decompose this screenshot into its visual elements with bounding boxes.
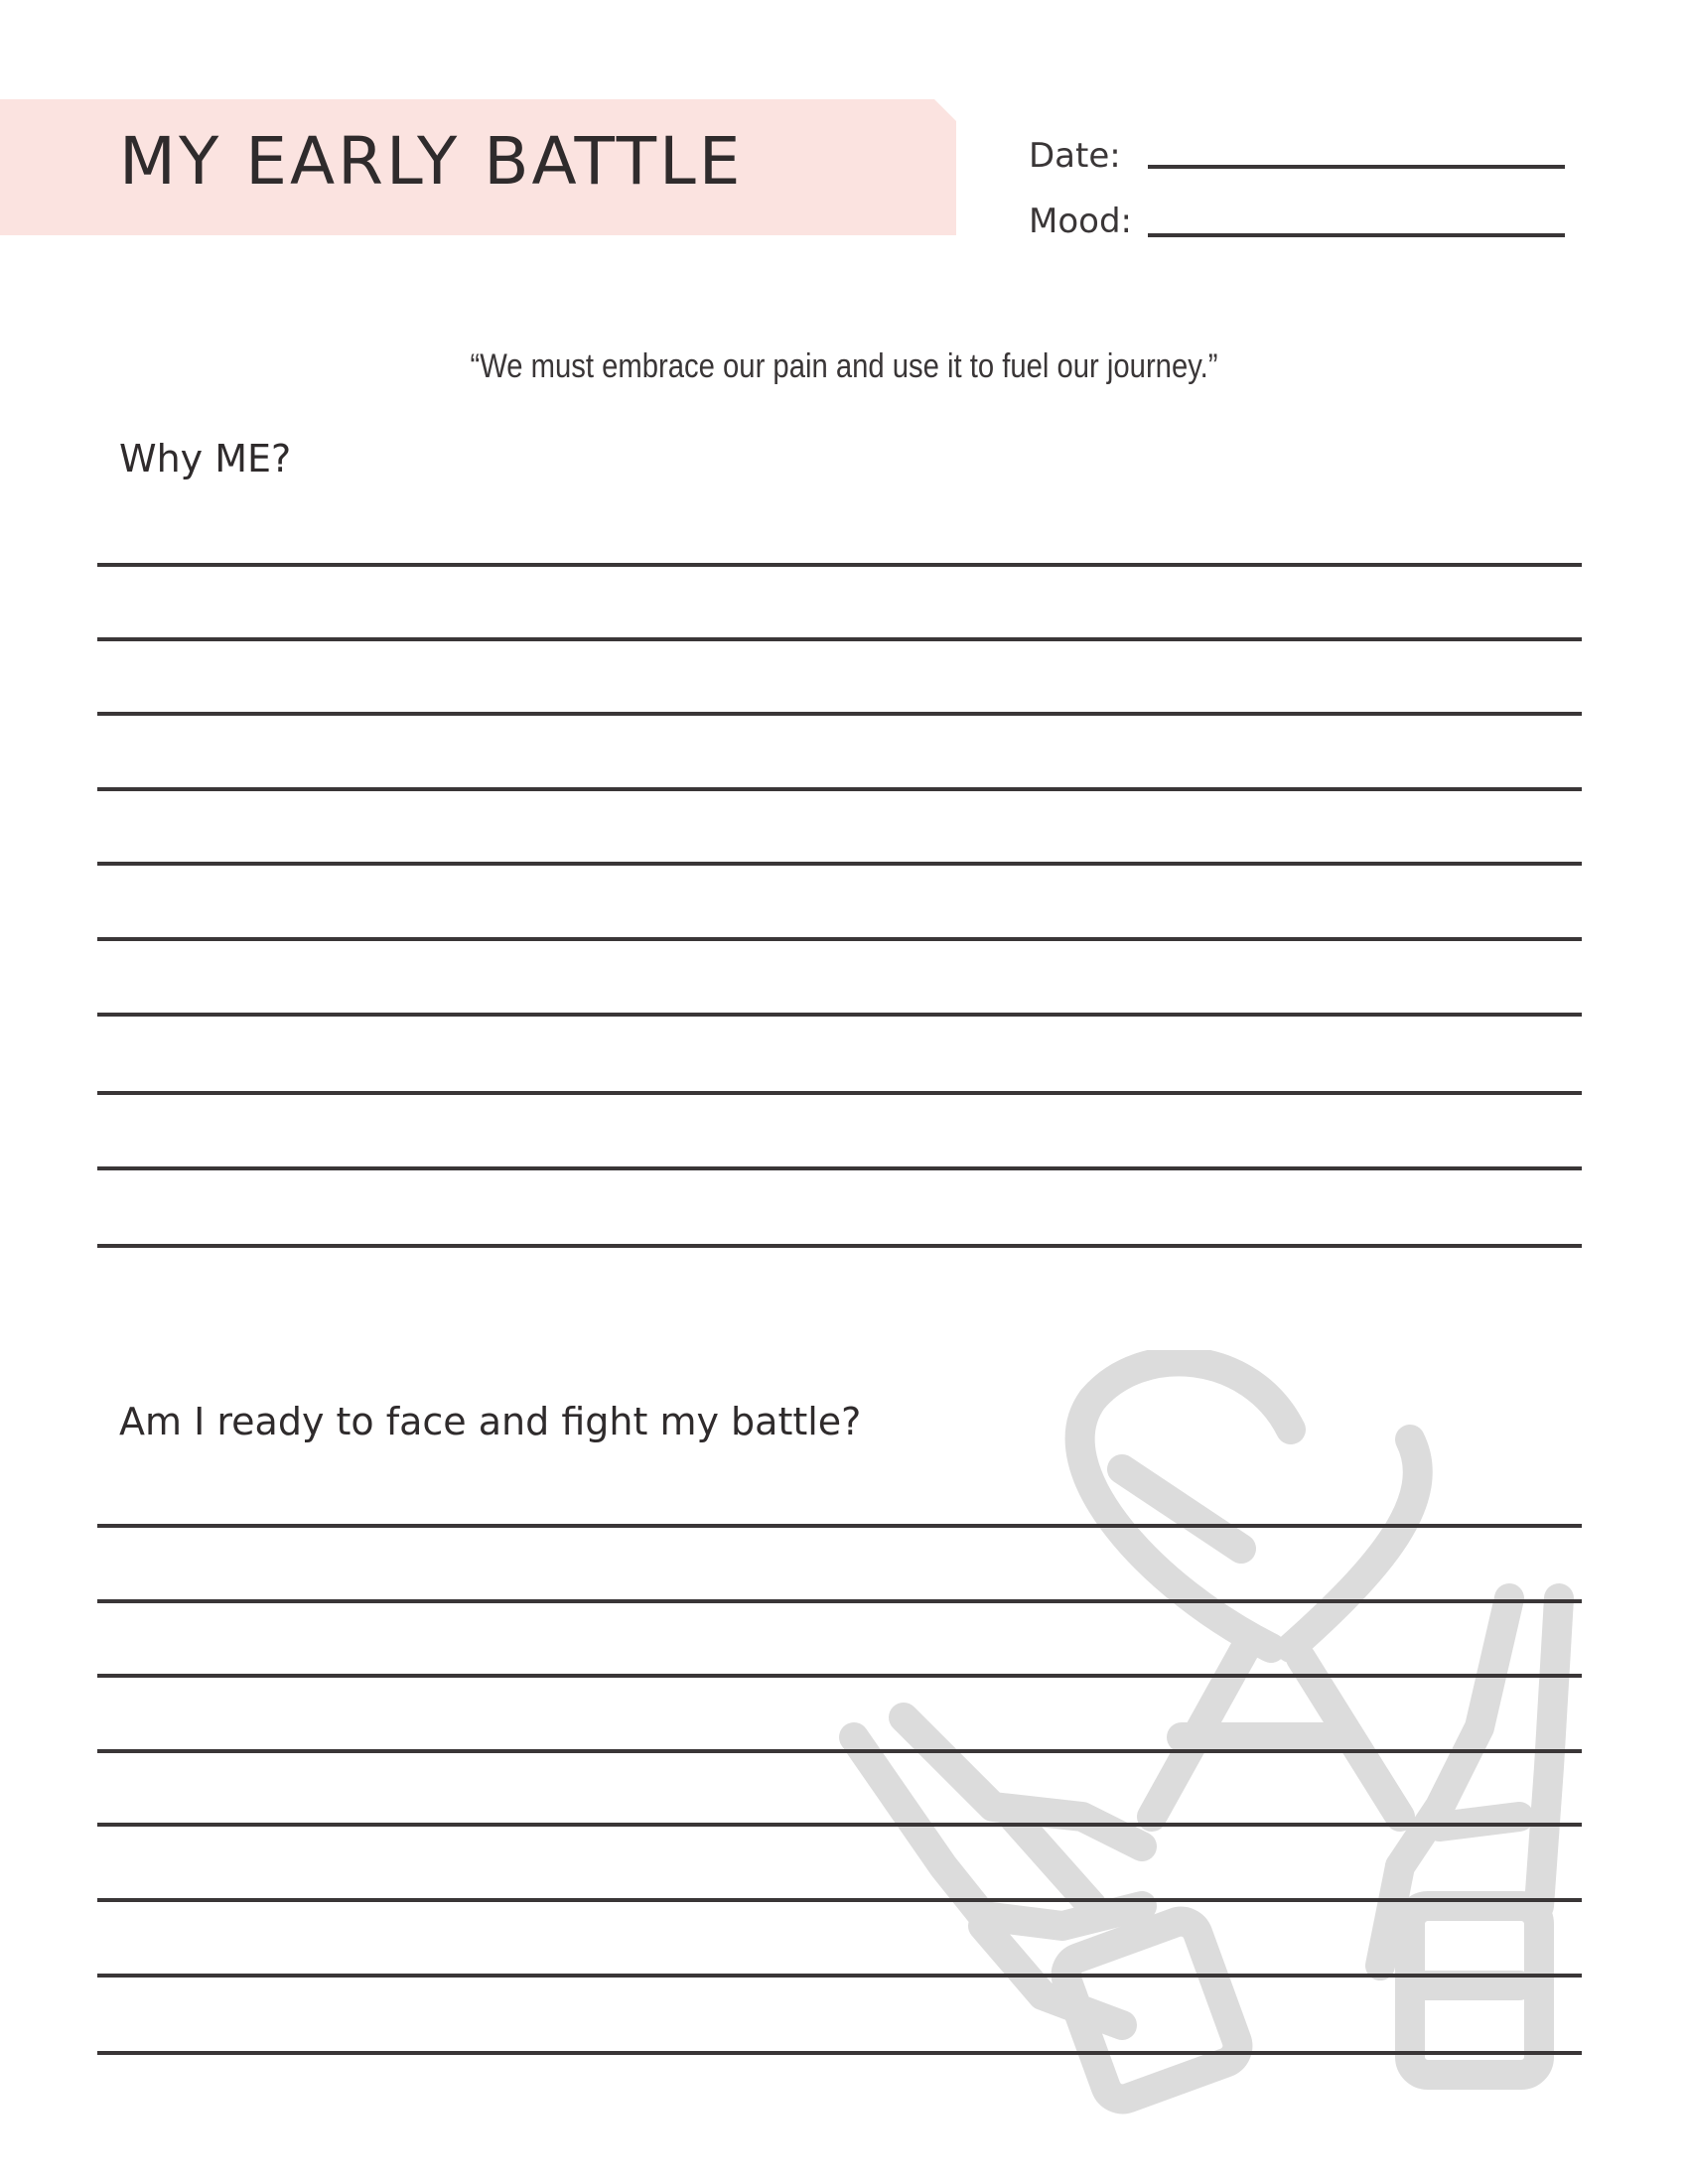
writing-line[interactable] (97, 1599, 1582, 1603)
writing-line[interactable] (97, 1013, 1582, 1017)
writing-line[interactable] (97, 1898, 1582, 1902)
date-label: Date: (1029, 136, 1121, 176)
writing-line[interactable] (97, 787, 1582, 791)
writing-line[interactable] (97, 1823, 1582, 1827)
writing-line[interactable] (97, 1674, 1582, 1678)
writing-line[interactable] (97, 937, 1582, 941)
writing-line[interactable] (97, 862, 1582, 866)
writing-line[interactable] (97, 1974, 1582, 1978)
mood-field-line[interactable] (1148, 233, 1565, 237)
writing-line[interactable] (97, 712, 1582, 716)
quote-text: “We must embrace our pain and use it to fuel our journey.” (470, 347, 1218, 385)
writing-line[interactable] (97, 1524, 1582, 1528)
writing-line[interactable] (97, 563, 1582, 567)
writing-line[interactable] (97, 1166, 1582, 1170)
writing-line[interactable] (97, 1244, 1582, 1248)
writing-line[interactable] (97, 637, 1582, 641)
prompt-why-me: Why ME? (119, 437, 292, 480)
awareness-ribbon-hands-icon (824, 1350, 1618, 2164)
date-field-line[interactable] (1148, 165, 1565, 169)
writing-line[interactable] (97, 1749, 1582, 1753)
mood-label: Mood: (1029, 202, 1132, 241)
writing-line[interactable] (97, 2051, 1582, 2055)
writing-line[interactable] (97, 1091, 1582, 1095)
prompt-ready-to-fight: Am I ready to face and fight my battle? (119, 1400, 862, 1443)
page-title: MY EARLY BATTLE (119, 123, 744, 200)
